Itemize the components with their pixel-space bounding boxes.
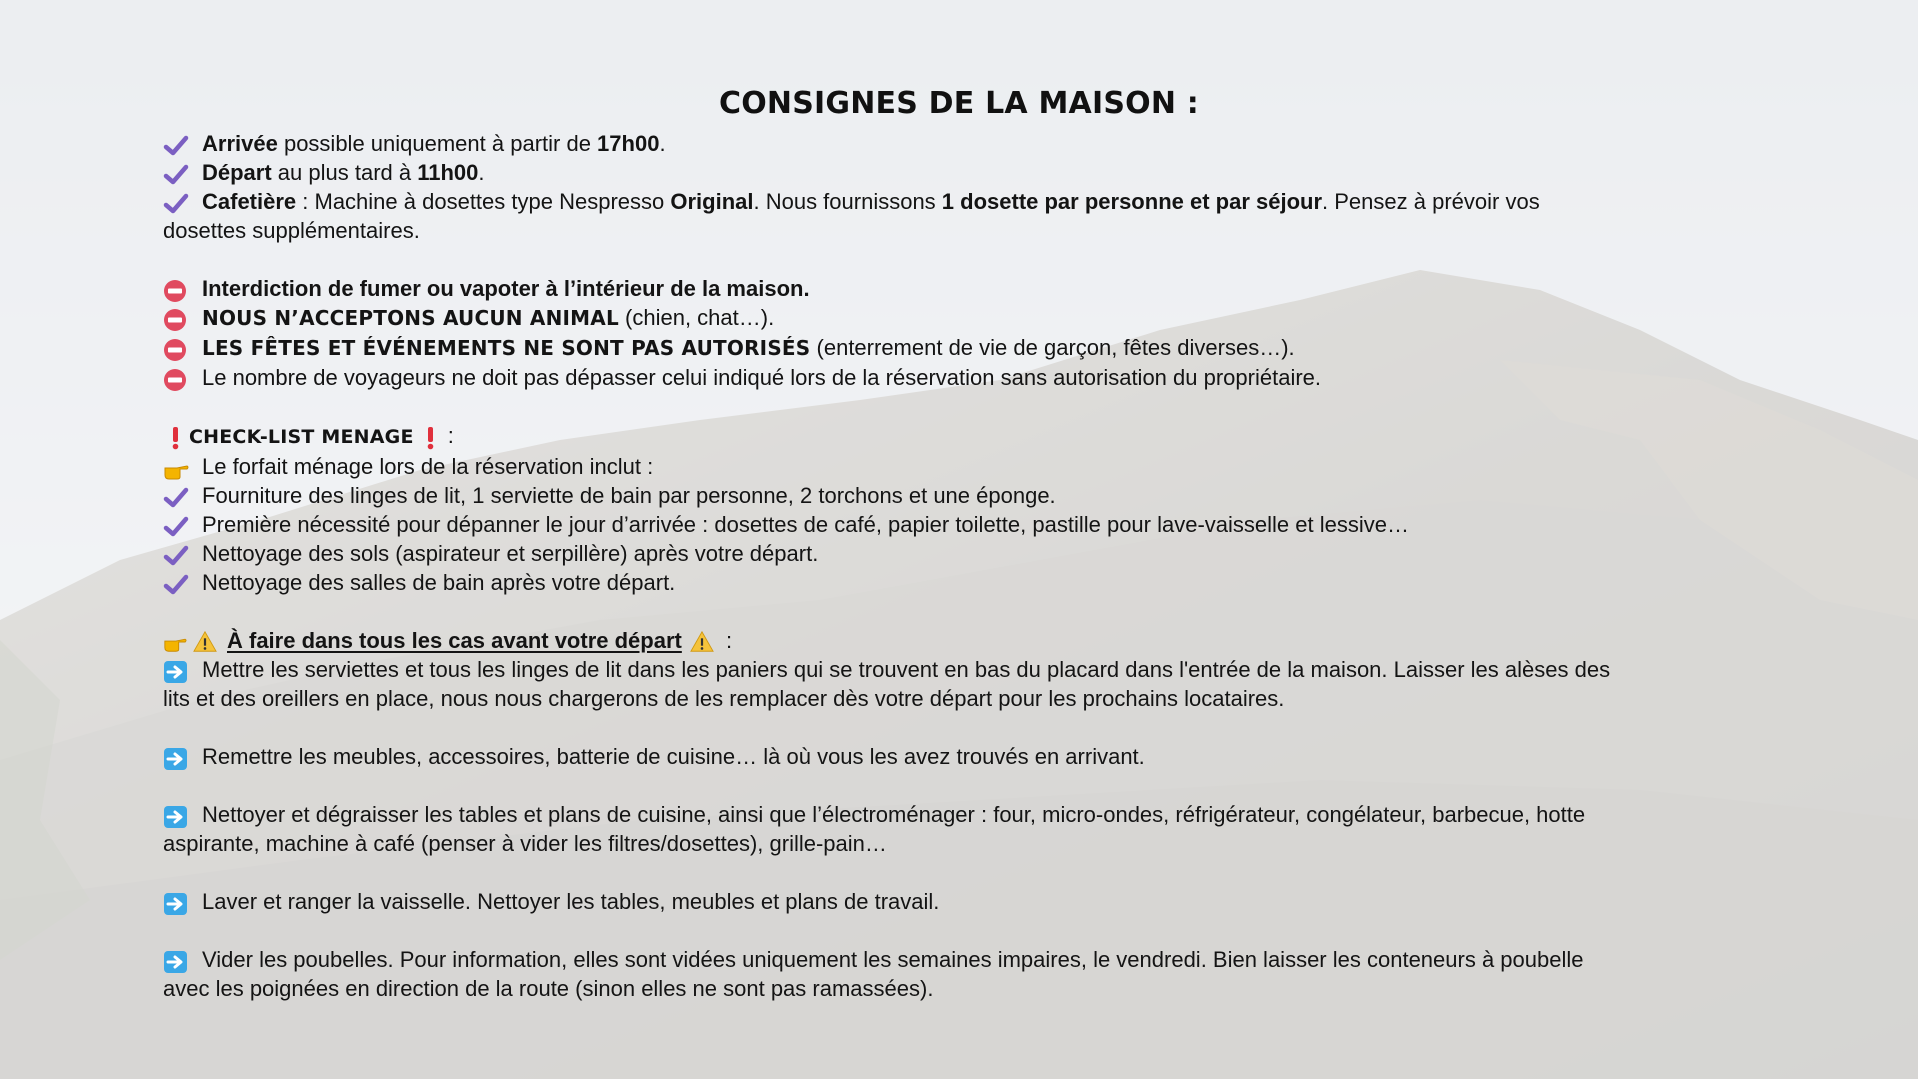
check-mark-icon: [163, 485, 191, 507]
coffee-text-3: . Pensez à prévoir vos: [1322, 189, 1540, 214]
pointing-hand-icon: [163, 630, 187, 652]
check-mark-icon: [163, 133, 191, 155]
arrival-time: 17h00: [597, 131, 660, 156]
todo-item: [163, 655, 1763, 684]
todo-item-continued: lits et des oreillers en place, nous nous chargerons de les remplacer dès votre départ pour les prochains locataires.: [163, 686, 1285, 711]
warning-icon: [193, 630, 217, 652]
checklist-item-text: Nettoyage des salles de bain après votre départ.: [202, 570, 676, 595]
before-departure-heading: [163, 626, 1763, 655]
exclamation-icon: [418, 425, 438, 447]
house-rules-document: [163, 86, 1763, 1003]
page-title: CONSIGNES DE LA MAISON :: [719, 86, 1199, 121]
todo-item-continued: avec les poignées en direction de la route (sinon elles ne sont pas ramassées).: [163, 976, 934, 1001]
coffee-text-2: . Nous fournissons: [753, 189, 942, 214]
warning-icon: [690, 630, 714, 652]
check-mark-icon: [163, 191, 191, 213]
checklist-item-text: Première nécessité pour dépanner le jour d’arrivée : dosettes de café, papier toilette, pastille pour lave-vaisselle et lessive…: [202, 512, 1409, 537]
checklist-item: [163, 568, 1763, 597]
todo-item: [163, 887, 1763, 916]
todo-item-continued: aspirante, machine à café (penser à vider les filtres/dosettes), grille-pain…: [163, 831, 887, 856]
right-arrow-icon: [163, 659, 191, 681]
no-parties-heading: LES FÊTES ET ÉVÉNEMENTS NE SONT PAS AUTORISÉS: [202, 336, 811, 360]
before-departure-colon: :: [719, 628, 733, 653]
todo-item-text: Laver et ranger la vaisselle. Nettoyer les tables, meubles et plans de travail.: [202, 889, 940, 914]
pointing-hand-icon: [163, 456, 191, 478]
no-animals-heading: NOUS N’ACCEPTONS AUCUN ANIMAL: [202, 306, 619, 330]
check-mark-icon: [163, 514, 191, 536]
max-guests-text: Le nombre de voyageurs ne doit pas dépasser celui indiqué lors de la réservation sans autorisation du propriétaire.: [202, 365, 1322, 390]
coffee-label: Cafetière: [202, 189, 297, 214]
checklist-heading-text: CHECK-LIST MENAGE: [189, 426, 414, 448]
no-smoking-rule: [163, 274, 1763, 303]
todo-item-text: Nettoyer et dégraisser les tables et plans de cuisine, ainsi que l’électroménager : four, micro-ondes, réfrigérateur, congélateur, barbecue, hotte: [202, 802, 1586, 827]
no-parties-text: (enterrement de vie de garçon, fêtes diverses…).: [810, 335, 1295, 360]
cleaning-checklist-heading: [163, 421, 1763, 452]
checklist-item-text: Nettoyage des sols (aspirateur et serpillère) après votre départ.: [202, 541, 819, 566]
check-mark-icon: [163, 162, 191, 184]
todo-item: [163, 742, 1763, 771]
todo-item-text: Vider les poubelles. Pour information, elles sont vidées uniquement les semaines impaires, le vendredi. Bien laisser les conteneurs à poubelle: [202, 947, 1584, 972]
right-arrow-icon: [163, 746, 191, 768]
checklist-item: [163, 481, 1763, 510]
arrival-text: possible uniquement à partir de: [277, 131, 598, 156]
coffee-machine-line-2: dosettes supplémentaires.: [163, 218, 420, 243]
departure-time: 11h00: [417, 160, 479, 185]
exclamation-icon: [163, 425, 183, 447]
before-departure-heading-text: À faire dans tous les cas avant votre départ: [227, 628, 682, 653]
check-mark-icon: [163, 543, 191, 565]
coffee-type: Original: [670, 189, 754, 214]
departure-text: au plus tard à: [271, 160, 418, 185]
todo-item: [163, 945, 1763, 974]
arrival-end: .: [659, 131, 666, 156]
arrival-line: [163, 129, 1763, 158]
right-arrow-icon: [163, 804, 191, 826]
right-arrow-icon: [163, 949, 191, 971]
no-animals-text: (chien, chat…).: [618, 305, 775, 330]
todo-item: [163, 800, 1763, 829]
no-entry-icon: [163, 278, 191, 300]
coffee-machine-line: [163, 187, 1763, 216]
departure-line: [163, 158, 1763, 187]
departure-end: .: [478, 160, 485, 185]
checklist-intro: [163, 452, 1763, 481]
no-animals-rule: [163, 303, 1763, 333]
right-arrow-icon: [163, 891, 191, 913]
no-parties-rule: [163, 333, 1763, 363]
coffee-quantity: 1 dosette par personne et par séjour: [941, 189, 1323, 214]
checklist-intro-text: Le forfait ménage lors de la réservation inclut :: [202, 454, 654, 479]
todo-item-text: Remettre les meubles, accessoires, batterie de cuisine… là où vous les avez trouvés en arrivant.: [202, 744, 1145, 769]
no-entry-icon: [163, 337, 191, 359]
check-mark-icon: [163, 572, 191, 594]
arrival-label: Arrivée: [202, 131, 278, 156]
checklist-item-text: Fourniture des linges de lit, 1 serviette de bain par personne, 2 torchons et une éponge.: [202, 483, 1056, 508]
no-smoking-text: Interdiction de fumer ou vapoter à l’intérieur de la maison.: [202, 276, 810, 301]
todo-item-text: Mettre les serviettes et tous les linges de lit dans les paniers qui se trouvent en bas du placard dans l'entrée de la maison. Laisser les alèses des: [202, 657, 1611, 682]
no-entry-icon: [163, 307, 191, 329]
checklist-item: [163, 510, 1763, 539]
coffee-text-1: : Machine à dosettes type Nespresso: [296, 189, 671, 214]
max-guests-rule: [163, 363, 1763, 392]
checklist-item: [163, 539, 1763, 568]
checklist-colon: :: [441, 423, 454, 448]
no-entry-icon: [163, 367, 191, 389]
departure-label: Départ: [202, 160, 272, 185]
